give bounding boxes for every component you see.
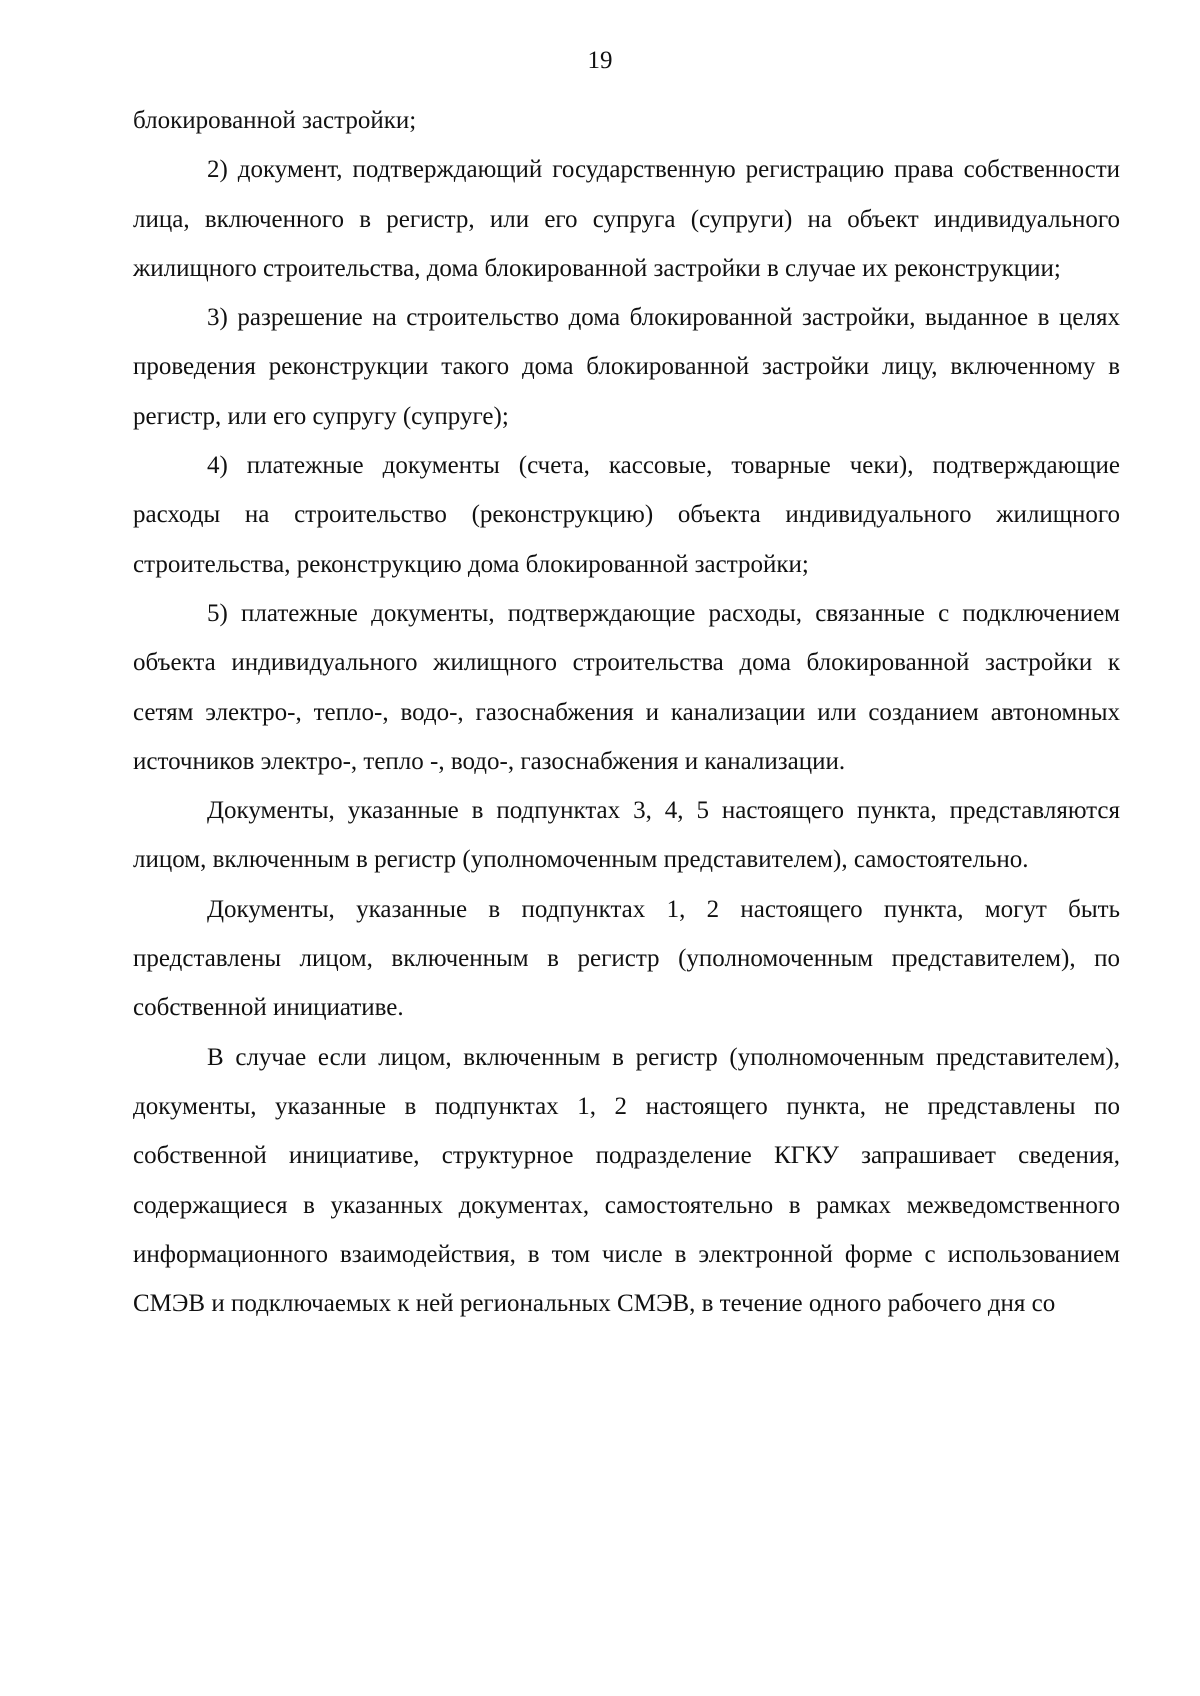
paragraph-interagency-request: В случае если лицом, включенным в регистр (уполномоченным представителем), документы, указанные в подпунктах 1, 2 настоящего пункта, не представлены по собственной инициативе, структурное подразделение КГКУ запрашивает сведения, содержащиеся в указанных документах, самостоятельно в рамках межведомственного информационного взаимодействия, в том числе в электронной форме с использованием СМЭВ и подключаемых к ней региональных СМЭВ, в течение одного рабочего дня со bbox=[133, 1043, 1120, 1318]
paragraph-item-4: 4) платежные документы (счета, кассовые, товарные чеки), подтверждающие расходы на строительство (реконструкцию) объекта индивидуального жилищного строительства, реконструкцию дома блокированной застройки; bbox=[133, 452, 1120, 578]
paragraph-item-5: 5) платежные документы, подтверждающие расходы, связанные с подключением объекта индивидуального жилищного строительства дома блокированной застройки к сетям электро-, тепло-, водо-, газоснабжения и канализации или созданием автономных источников электро-, тепло -, водо-, газоснабжения и канализации. bbox=[133, 599, 1120, 775]
paragraph-item-3: 3) разрешение на строительство дома блокированной застройки, выданное в целях проведения реконструкции такого дома блокированной застройки лицу, включенному в регистр, или его супругу (супруге); bbox=[133, 304, 1120, 430]
paragraph-continuation: блокированной застройки; bbox=[133, 107, 417, 134]
paragraph-item-2: 2) документ, подтверждающий государственную регистрацию права собственности лица, включенного в регистр, или его супруга (супруги) на объект индивидуального жилищного строительства, дома блокированной застройки в случае их реконструкции; bbox=[133, 156, 1120, 282]
page-number: 19 bbox=[587, 47, 613, 74]
paragraph-documents-initiative: Документы, указанные в подпунктах 1, 2 настоящего пункта, могут быть представлены лицом, включенным в регистр (уполномоченным представителем), по собственной инициативе. bbox=[133, 895, 1120, 1022]
paragraph-documents-self: Документы, указанные в подпунктах 3, 4, 5 настоящего пункта, представляются лицом, включенным в регистр (уполномоченным представителем), самостоятельно. bbox=[133, 797, 1120, 874]
document-body bbox=[133, 96, 1120, 1328]
